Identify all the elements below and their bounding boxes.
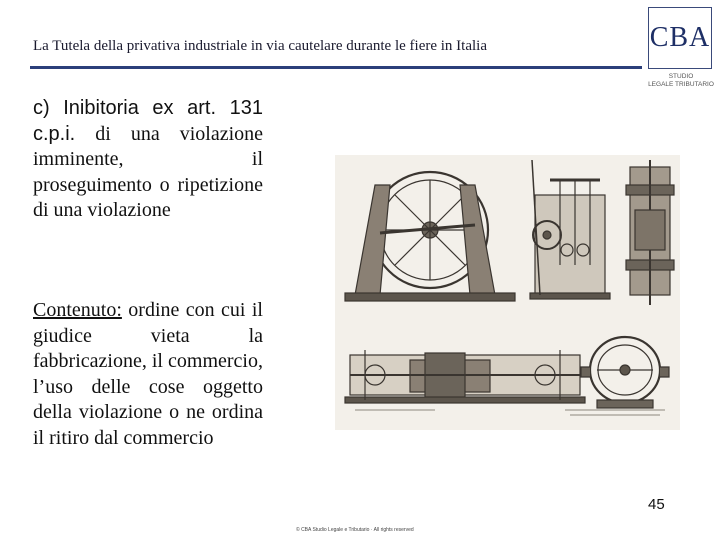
footer-copyright: © CBA Studio Legale e Tributario · All rights reserved [296, 527, 414, 533]
page-number: 45 [648, 496, 665, 513]
inibitoria-heading-cpi: c.p.i. [33, 122, 76, 145]
logo-frame [648, 7, 712, 69]
horizontal-engine-drawing [345, 350, 585, 403]
machinery-engraving-image [335, 155, 680, 430]
page-title: La Tutela della privativa industriale in via cautelare durante le fiere in Italia [33, 38, 487, 54]
inibitoria-heading: c) Inibitoria ex art. 131 [33, 97, 263, 119]
cba-logo [648, 7, 714, 91]
contenuto-label: Contenuto: [33, 299, 122, 321]
logo-subtitle [648, 73, 714, 89]
inibitoria-text: di una violazione imminente, il proseguimento o ripetizione di una violazione [33, 122, 263, 222]
logo-subtitle-line2: LEGALE TRIBUTARIO [648, 81, 714, 88]
inibitoria-paragraph [33, 96, 263, 224]
cylinder-drawing [626, 160, 674, 305]
contenuto-paragraph [33, 298, 263, 452]
logo-subtitle-line1: STUDIO [668, 73, 694, 80]
logo-text: CBA [649, 22, 711, 53]
contenuto-text: ordine con cui il giudice vieta la fabbricazione, il commercio, l’uso delle cose oggetto della violazione o ne ordina il ritiro dal commercio [33, 299, 263, 449]
header-divider [30, 66, 642, 69]
